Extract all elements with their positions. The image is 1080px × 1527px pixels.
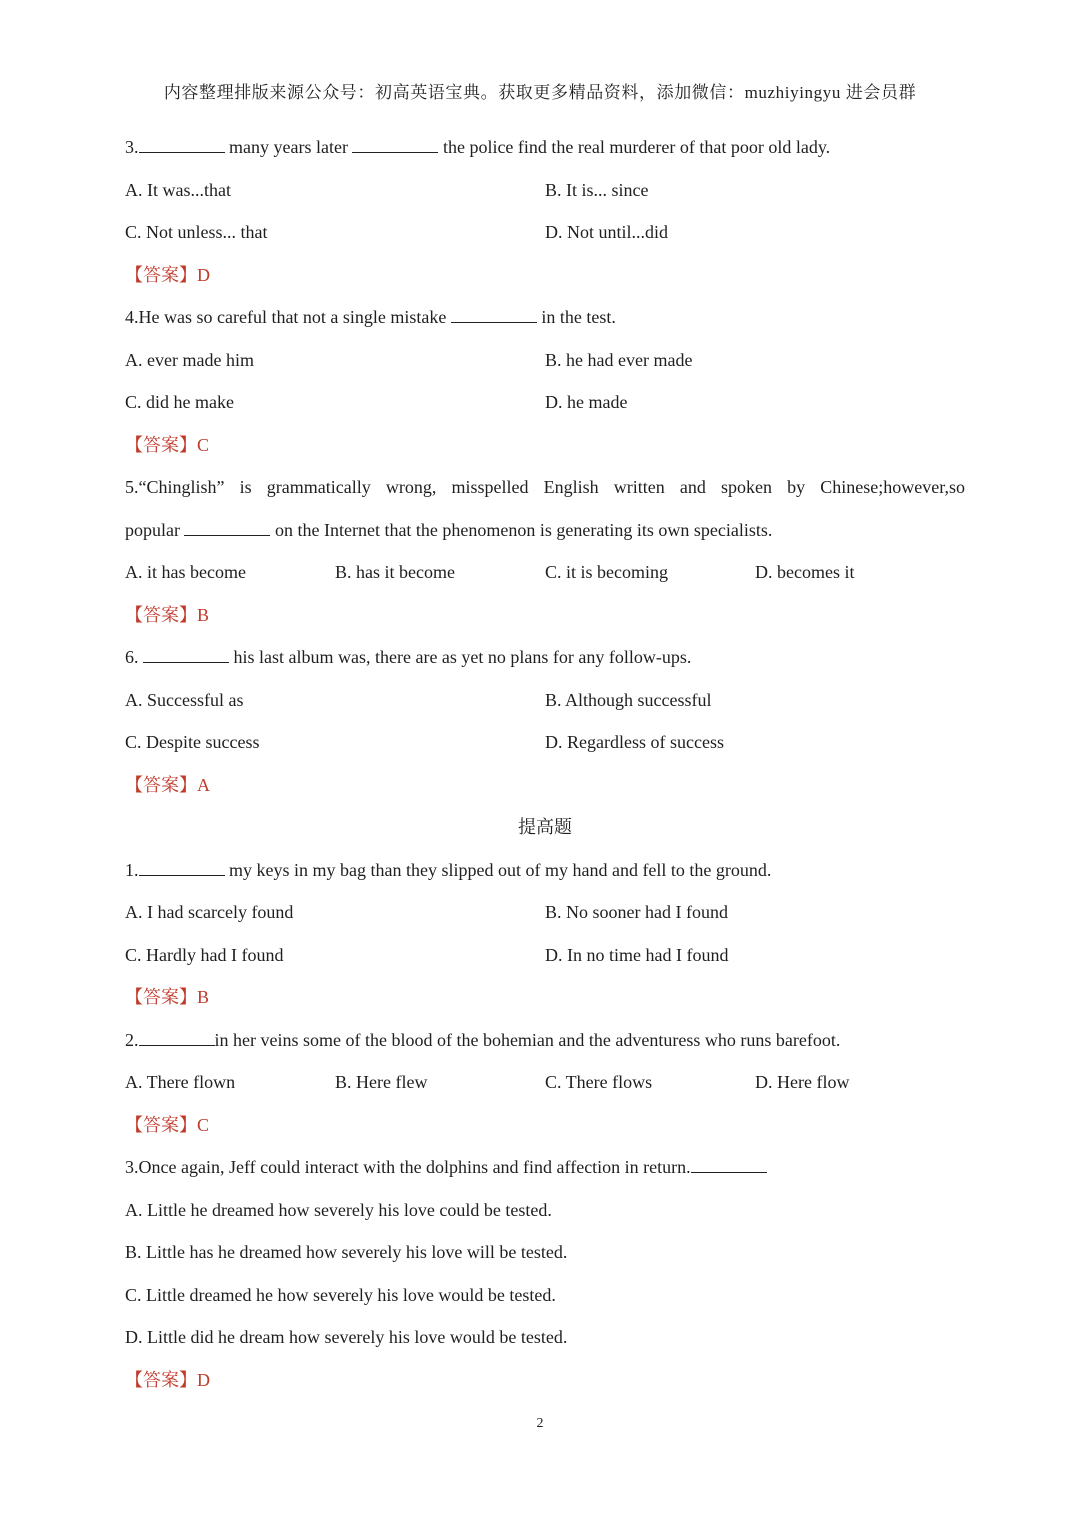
option-d: D. Regardless of success [545,732,724,752]
option-b: B. It is... since [545,179,649,200]
page-number: 2 [536,1416,544,1431]
option-a: A. It was...that [125,179,231,200]
option-a: A. it has become [125,562,246,582]
option-row [125,381,965,424]
option-row [125,1061,965,1104]
question-stem: 3. many years later the police find the real murderer of that poor old lady. [125,137,831,157]
answer-blank [691,1156,767,1173]
answer-line: 【答案】B [125,604,210,625]
option-row [125,211,965,254]
question-stem: 3.Once again, Jeff could interact with the dolphins and find affection in return. [125,1146,965,1189]
answer-blank [139,136,225,153]
question-stem: 1. my keys in my bag than they slipped out of my hand and fell to the ground. [125,859,772,880]
answer-line: 【答案】C [125,1114,210,1135]
option-d: D. In no time had I found [545,944,729,965]
answer-blank [139,859,225,876]
option-d: D. he made [545,392,628,412]
option-row [125,721,965,764]
question-stem: 4.He was so careful that not a single mistake in the test. [125,307,616,327]
answer-line: 【答案】B [125,987,210,1007]
option-d: D. becomes it [755,562,855,582]
option-c: C. it is becoming [545,562,668,582]
option-c: C. Not unless... that [125,222,268,242]
option-c: C. Despite success [125,732,260,752]
option-d: D. Little did he dream how severely his love would be tested. [125,1327,568,1347]
option-c: C. There flows [545,1072,653,1092]
page-header: 内容整理排版来源公众号：初高英语宝典。获取更多精品资料，添加微信：muzhiyingyu 进会员群 [163,83,917,102]
option-a: A. Little he dreamed how severely his love could be tested. [125,1199,552,1220]
question-stem: 2. in her veins some of the blood of the bohemian and the adventuress who runs barefoot. [125,1029,841,1050]
option-b: B. Here flew [335,1072,428,1092]
option-d: D. Here flow [755,1072,850,1092]
option-row [125,339,965,382]
option-row [125,551,965,594]
answer-line: 【答案】D [125,264,210,285]
option-a: A. ever made him [125,349,254,370]
option-row [125,934,965,977]
option-b: B. No sooner had I found [545,902,728,922]
answer-line: 【答案】D [125,1369,210,1390]
option-row [125,679,965,722]
option-b: B. has it become [335,562,455,582]
answer-blank [139,1029,215,1046]
option-d: D. Not until...did [545,222,669,242]
answer-line: 【答案】C [125,434,210,455]
section-title: 提高题 [518,817,572,837]
option-a: A. Successful as [125,689,244,710]
option-b: B. Although successful [545,689,712,710]
answer-blank [451,306,537,323]
option-c: C. Little dreamed he how severely his love would be tested. [125,1284,556,1305]
option-b: B. he had ever made [545,349,693,370]
answer-line: 【答案】A [125,774,210,795]
option-b: B. Little has he dreamed how severely his love will be tested. [125,1242,568,1262]
page-content [125,126,965,1401]
option-c: C. Hardly had I found [125,944,284,965]
question-stem: 5.“Chinglish” is grammatically wrong, misspelled English written and spoken by Chinese;however,so [125,477,965,497]
option-c: C. did he make [125,392,234,412]
option-a: A. I had scarcely found [125,902,294,922]
option-row [125,169,965,212]
answer-blank [184,519,270,536]
answer-blank [143,646,229,663]
option-a: A. There flown [125,1072,236,1092]
answer-blank [352,136,438,153]
option-row [125,891,965,934]
question-stem-cont: popular on the Internet that the phenomenon is generating its own specialists. [125,519,773,540]
question-stem: 6. his last album was, there are as yet no plans for any follow-ups. [125,647,692,667]
